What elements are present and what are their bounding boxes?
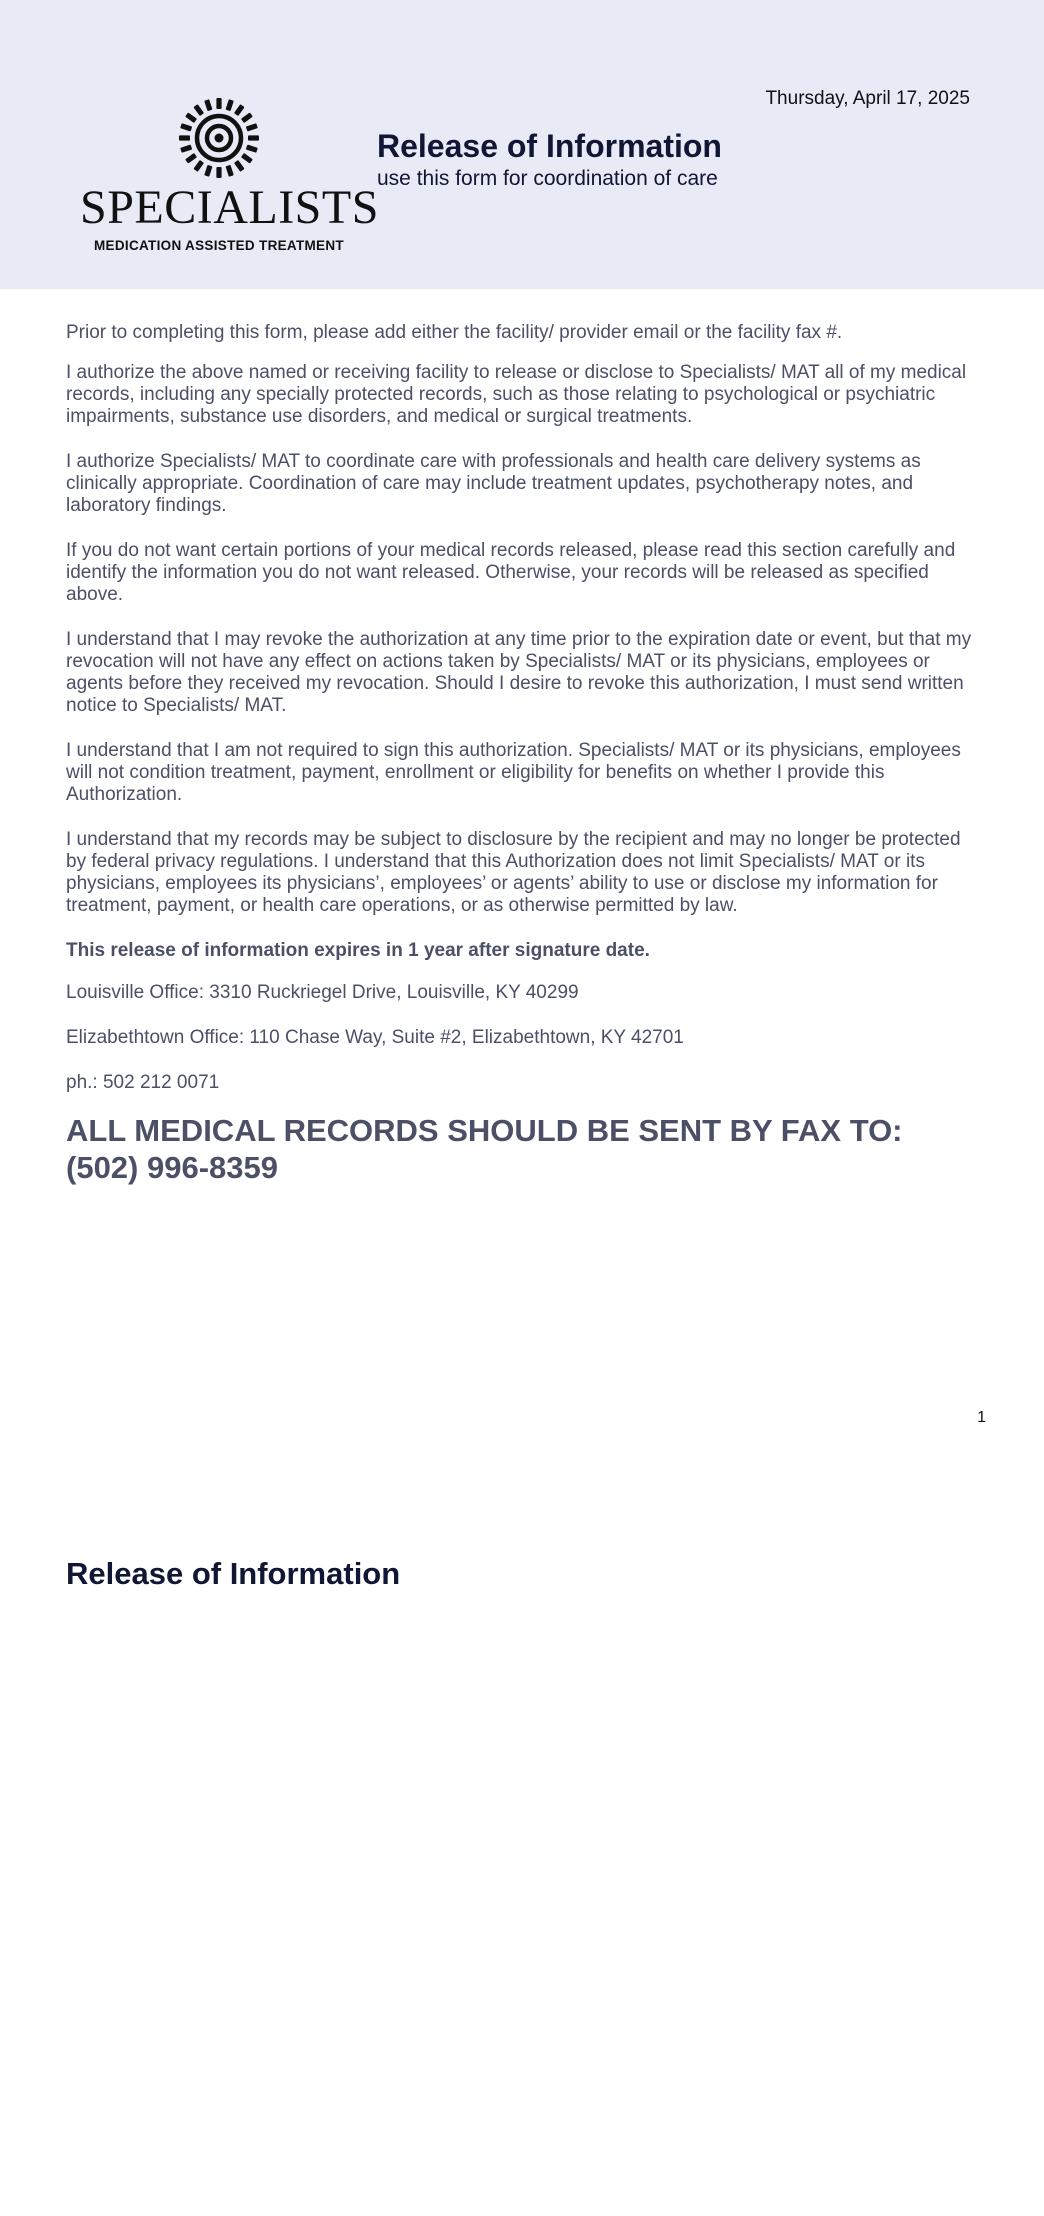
form-content: [66, 322, 982, 1186]
page-title: Release of Information: [377, 128, 722, 164]
fax-notice-heading: ALL MEDICAL RECORDS SHOULD BE SENT BY FAX TO: (502) 996-8359: [66, 1113, 903, 1185]
revocation-paragraph: I understand that I may revoke the authorization at any time prior to the expiration date or event, but that my revocation will not have any effect on actions taken by Specialists/ MAT or its physicians, employees or agents before they received my revocation. Should I desire to revoke this authorization, I must send written notice to Specialists/ MAT.: [66, 629, 972, 716]
sun-emblem-icon: [80, 96, 358, 182]
exclusion-paragraph: If you do not want certain portions of your medical records released, please read this section carefully and identify the information you do not want released. Otherwise, your records will be released as specified above.: [66, 540, 956, 605]
louisville-office-address: Louisville Office: 3310 Ruckriegel Drive, Louisville, KY 40299: [66, 982, 579, 1003]
page-subtitle: use this form for coordination of care: [377, 167, 718, 190]
authorization-paragraph: I authorize the above named or receiving facility to release or disclose to Specialists/ MAT all of my medical records, including any specially protected records, such as those relating to psychological or psychiatric impairments, substance use disorders, and medical or surgical treatments.: [66, 362, 967, 427]
page-2-title: Release of Information: [66, 1556, 401, 1591]
elizabethtown-office-address: Elizabethtown Office: 110 Chase Way, Suite #2, Elizabethtown, KY 42701: [66, 1027, 684, 1048]
expiration-notice: This release of information expires in 1 year after signature date.: [66, 940, 650, 961]
phone-number: ph.: 502 212 0071: [66, 1072, 220, 1093]
redisclosure-paragraph: I understand that my records may be subject to disclosure by the recipient and may no longer be protected by federal privacy regulations. I understand that this Authorization does not limit Specialists/ MAT or its physicians, employees its physicians’, employees’ or agents’ ability to use or disclose my information for treatment, payment, or health care operations, or as otherwise permitted by law.: [66, 829, 961, 916]
page-number: 1: [977, 1409, 986, 1426]
page-header: [0, 0, 1044, 289]
logo-tagline: MEDICATION ASSISTED TREATMENT: [94, 238, 344, 253]
specialists-logo: [80, 96, 379, 260]
logo-wordmark: SPECIALISTS: [80, 181, 379, 234]
intro-text: Prior to completing this form, please add either the facility/ provider email or the facility fax #.: [66, 322, 843, 343]
no-condition-paragraph: I understand that I am not required to sign this authorization. Specialists/ MAT or its physicians, employees will not condition treatment, payment, enrollment or eligibility for benefits on whether I provide this Authorization.: [66, 740, 961, 805]
form-date: Thursday, April 17, 2025: [765, 88, 970, 109]
coordination-paragraph: I authorize Specialists/ MAT to coordinate care with professionals and health care delivery systems as clinically appropriate. Coordination of care may include treatment updates, psychotherapy notes, and laboratory findings.: [66, 451, 921, 516]
